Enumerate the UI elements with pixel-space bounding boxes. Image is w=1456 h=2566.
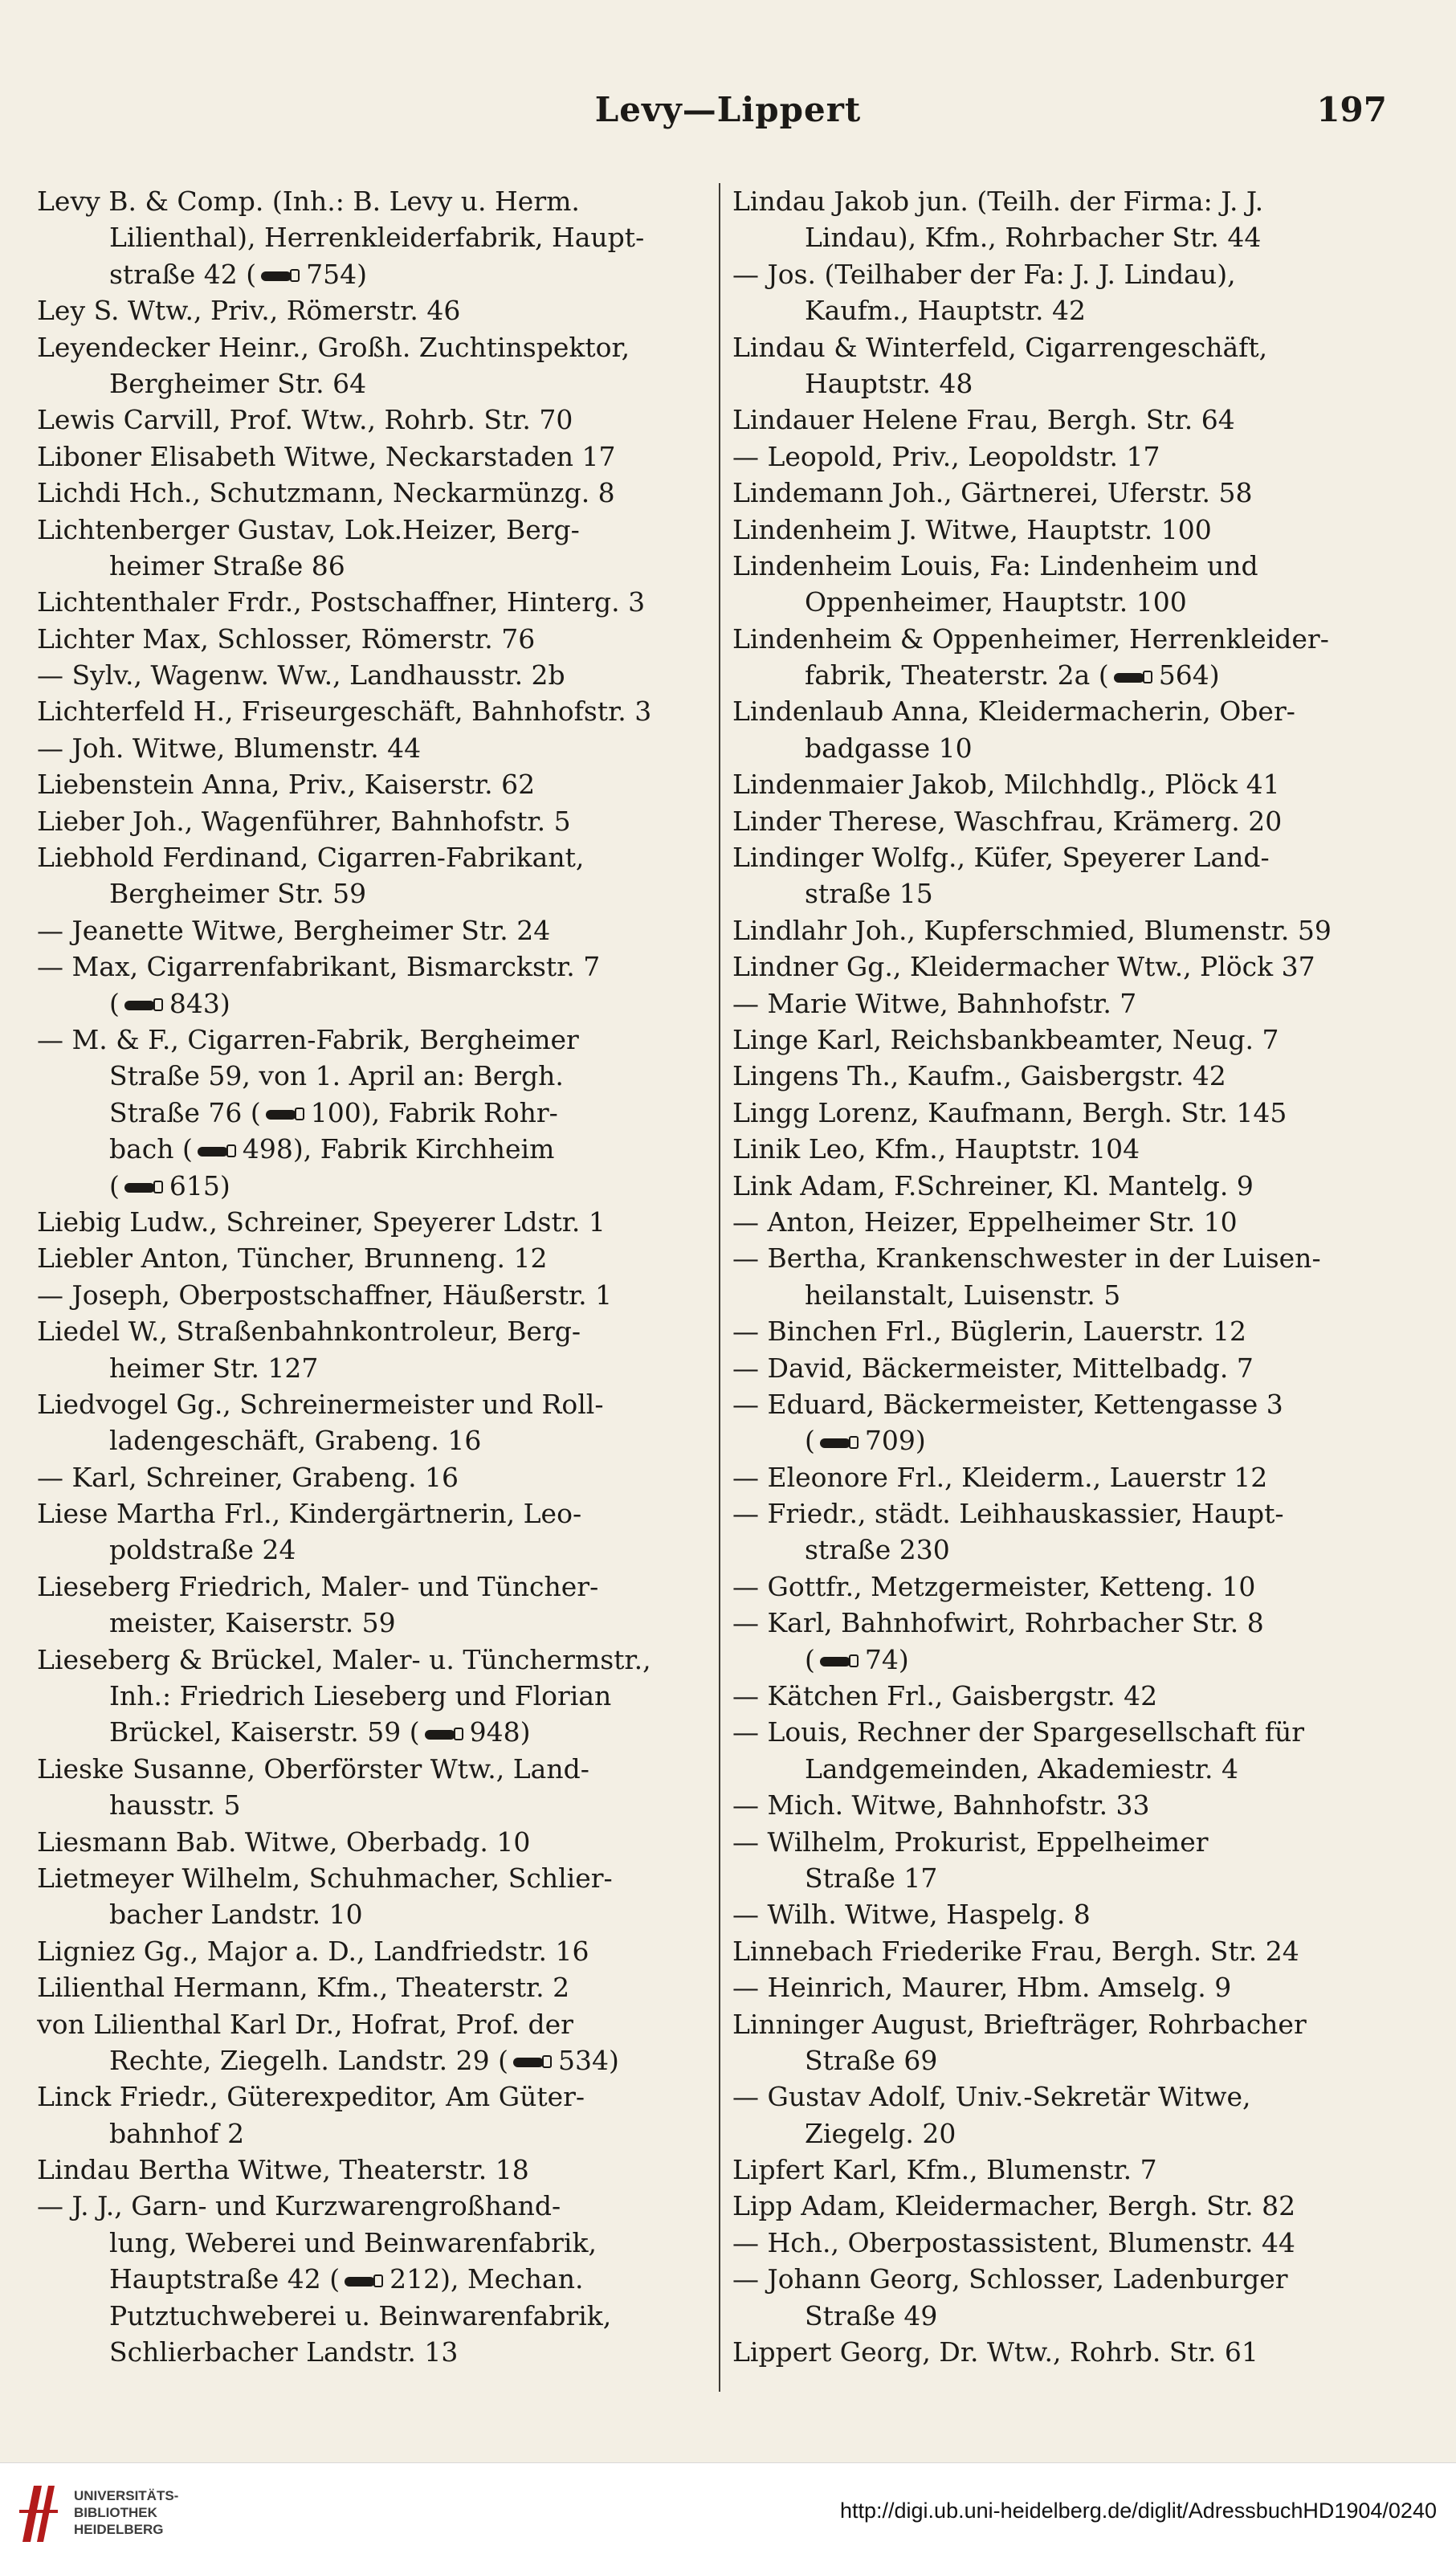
entry-text: — Binchen Frl., Büglerin, Lauerstr. 12 (732, 1316, 1246, 1348)
directory-line (37, 1860, 704, 1896)
entry-text: Straße 17 (805, 1862, 938, 1894)
entry-text: Liese Martha Frl., Kindergärtnerin, Leo- (37, 1498, 582, 1530)
telephone-number: 534) (557, 2044, 619, 2076)
directory-line (732, 1386, 1399, 1422)
directory-line (732, 256, 1399, 292)
directory-line (37, 402, 704, 438)
entry-text: — Joseph, Oberpostschaffner, Häußerstr. 1 (37, 1279, 613, 1311)
directory-line (732, 1751, 1399, 1787)
entry-text: straße 15 (805, 878, 933, 910)
directory-line (37, 2152, 704, 2188)
telephone-number: 498), Fabrik Kirchheim (242, 1133, 555, 1165)
directory-line (732, 2334, 1399, 2370)
directory-line (732, 365, 1399, 402)
directory-line (732, 475, 1399, 511)
directory-line (37, 1605, 704, 1641)
directory-line (732, 1495, 1399, 1532)
telephone-number: 564) (1158, 659, 1220, 691)
directory-line (37, 1678, 704, 1714)
entry-text: Hauptstraße 42 ( (109, 2263, 341, 2295)
directory-line (732, 1569, 1399, 1605)
entry-text: — Gustav Adolf, Univ.-Sekretär Witwe, (732, 2081, 1251, 2113)
entry-text: badgasse 10 (805, 732, 973, 764)
directory-line (37, 803, 704, 839)
directory-line (732, 766, 1399, 802)
directory-line (732, 1022, 1399, 1058)
entry-text: — Max, Cigarrenfabrikant, Bismarckstr. 7 (37, 951, 601, 983)
entry-text: Bergheimer Str. 59 (109, 878, 367, 910)
directory-line (37, 2079, 704, 2115)
entry-text: straße 42 ( (109, 258, 257, 290)
telephone-number: 754) (306, 258, 367, 290)
entry-text: fabrik, Theaterstr. 2a ( (805, 659, 1109, 691)
telephone-icon (1111, 671, 1154, 684)
entry-text: ( (805, 1643, 815, 1675)
library-logo-text: UNIVERSITÄTS- BIBLIOTHEK HEIDELBERG (74, 2488, 179, 2537)
directory-line (732, 1277, 1399, 1313)
entry-text: Lindauer Helene Frau, Bergh. Str. 64 (732, 404, 1235, 436)
directory-line (37, 1824, 704, 1860)
directory-line (732, 2298, 1399, 2334)
directory-line (37, 693, 704, 729)
entry-text: Lichtenberger Gustav, Lok.Heizer, Berg- (37, 513, 580, 545)
directory-line (37, 2334, 704, 2370)
directory-line (732, 1459, 1399, 1495)
entry-text: Leyendecker Heinr., Großh. Zuchtinspektor, (37, 331, 630, 363)
directory-line (732, 183, 1399, 219)
directory-line (732, 2261, 1399, 2297)
directory-line (732, 1896, 1399, 1932)
directory-line (37, 439, 704, 475)
entry-text: — M. & F., Cigarren-Fabrik, Bergheimer (37, 1023, 579, 1055)
entry-text: — Louis, Rechner der Spargesellschaft für (732, 1716, 1305, 1748)
directory-line (37, 219, 704, 255)
entry-text: Lindenlaub Anna, Kleidermacherin, Ober- (732, 696, 1295, 728)
entry-text: Lieseberg Friedrich, Maler- und Tüncher- (37, 1570, 599, 1602)
directory-line (37, 948, 704, 985)
directory-line (732, 2006, 1399, 2042)
directory-line (37, 2115, 704, 2152)
source-url[interactable]: http://digi.ub.uni-heidelberg.de/diglit/AdressbuchHD1904/0240 (839, 2499, 1437, 2523)
telephone-number: 74) (864, 1643, 909, 1675)
entry-text: — Friedr., städt. Leihhauskassier, Haupt- (732, 1498, 1284, 1530)
entry-text: — Eleonore Frl., Kleiderm., Lauerstr 12 (732, 1461, 1268, 1493)
entry-text: meister, Kaiserstr. 59 (109, 1607, 396, 1639)
telephone-number: 212), Mechan. (389, 2263, 584, 2295)
entry-text: Rechte, Ziegelh. Landstr. 29 ( (109, 2044, 508, 2076)
entry-text: — Leopold, Priv., Leopoldstr. 17 (732, 440, 1160, 472)
directory-line (37, 621, 704, 657)
directory-line (732, 1933, 1399, 1969)
entry-text: Liebler Anton, Tüncher, Brunneng. 12 (37, 1242, 548, 1275)
entry-text: Putztuchweberei u. Beinwarenfabrik, (109, 2299, 612, 2331)
entry-text: ladengeschäft, Grabeng. 16 (109, 1425, 482, 1457)
entry-text: Straße 49 (805, 2299, 938, 2331)
entry-text: Schlierbacher Landstr. 13 (109, 2336, 459, 2368)
entry-text: heilanstalt, Luisenstr. 5 (805, 1279, 1121, 1311)
directory-line (37, 292, 704, 328)
directory-line (37, 1022, 704, 1058)
directory-line (37, 1204, 704, 1240)
directory-line (732, 329, 1399, 365)
entry-text: Lindenheim J. Witwe, Hauptstr. 100 (732, 513, 1212, 545)
directory-line (37, 912, 704, 948)
directory-line (732, 1058, 1399, 1094)
page-header (0, 90, 1456, 138)
entry-text: Levy B. & Comp. (Inh.: B. Levy u. Herm. (37, 186, 580, 217)
directory-line (732, 2225, 1399, 2261)
directory-line (732, 402, 1399, 438)
directory-line (37, 2042, 704, 2079)
entry-text: Inh.: Friedrich Lieseberg und Florian (109, 1680, 612, 1712)
directory-line (732, 1240, 1399, 1276)
directory-line (732, 1168, 1399, 1204)
directory-line (37, 1714, 704, 1750)
entry-text: Lietmeyer Wilhelm, Schuhmacher, Schlier- (37, 1862, 613, 1894)
entry-text: ( (109, 1169, 120, 1201)
entry-text: — J. J., Garn- und Kurzwarengroßhand- (37, 2190, 561, 2222)
library-logo-icon (18, 2479, 59, 2547)
directory-line (732, 1969, 1399, 2005)
entry-text: — Karl, Bahnhofwirt, Rohrbacher Str. 8 (732, 1607, 1264, 1639)
entry-text: Lippert Georg, Dr. Wtw., Rohrb. Str. 61 (732, 2336, 1258, 2368)
directory-line (732, 2042, 1399, 2079)
directory-line (732, 548, 1399, 584)
directory-line (732, 219, 1399, 255)
directory-line (37, 2298, 704, 2334)
entry-text: Linik Leo, Kfm., Hauptstr. 104 (732, 1133, 1140, 1165)
directory-line (732, 1313, 1399, 1349)
entry-text: bahnhof 2 (109, 2117, 245, 2149)
entry-text: bach ( (109, 1133, 193, 1165)
directory-line (37, 1787, 704, 1823)
directory-line (37, 839, 704, 875)
entry-text: Liboner Elisabeth Witwe, Neckarstaden 17 (37, 440, 616, 472)
entry-text: — Sylv., Wagenw. Ww., Landhausstr. 2b (37, 659, 565, 691)
directory-line (732, 1678, 1399, 1714)
entry-text: Linge Karl, Reichsbankbeamter, Neug. 7 (732, 1023, 1279, 1055)
entry-text: Ley S. Wtw., Priv., Römerstr. 46 (37, 295, 461, 327)
directory-line (732, 1204, 1399, 1240)
entry-text: lung, Weberei und Beinwarenfabrik, (109, 2226, 597, 2258)
telephone-icon (121, 998, 165, 1012)
entry-text: — Jos. (Teilhaber der Fa: J. J. Lindau), (732, 258, 1236, 290)
entry-text: — Jeanette Witwe, Bergheimer Str. 24 (37, 914, 551, 946)
entry-text: Hauptstr. 48 (805, 367, 973, 399)
directory-line (37, 365, 704, 402)
directory-line (732, 1824, 1399, 1860)
left-column (37, 183, 704, 2370)
entry-text: Lilienthal Hermann, Kfm., Theaterstr. 2 (37, 1972, 570, 2004)
directory-line (37, 1495, 704, 1532)
entry-text: Linninger August, Briefträger, Rohrbacher (732, 2008, 1307, 2040)
directory-line (732, 730, 1399, 766)
directory-line (37, 1313, 704, 1349)
entry-text: — Karl, Schreiner, Grabeng. 16 (37, 1461, 459, 1493)
telephone-number: 843) (169, 987, 230, 1019)
entry-text: Lichdi Hch., Schutzmann, Neckarmünzg. 8 (37, 477, 615, 509)
entry-text: Lindinger Wolfg., Küfer, Speyerer Land- (732, 842, 1270, 874)
entry-text: — Kätchen Frl., Gaisbergstr. 42 (732, 1680, 1158, 1712)
directory-line (732, 292, 1399, 328)
entry-text: heimer Str. 127 (109, 1352, 319, 1384)
directory-line (732, 839, 1399, 875)
entry-text: Kaufm., Hauptstr. 42 (805, 295, 1086, 327)
entry-text: ( (109, 987, 120, 1019)
entry-text: Lewis Carvill, Prof. Wtw., Rohrb. Str. 70 (37, 404, 573, 436)
entry-text: Lindau), Kfm., Rohrbacher Str. 44 (805, 222, 1262, 254)
entry-text: ( (805, 1425, 815, 1457)
entry-text: — Eduard, Bäckermeister, Kettengasse 3 (732, 1388, 1283, 1420)
entry-text: Lingg Lorenz, Kaufmann, Bergh. Str. 145 (732, 1096, 1287, 1128)
directory-line (732, 2152, 1399, 2188)
directory-line (37, 329, 704, 365)
directory-line (37, 183, 704, 219)
directory-line (37, 1350, 704, 1386)
telephone-number: 948) (469, 1716, 531, 1748)
entry-text: von Lilienthal Karl Dr., Hofrat, Prof. der (37, 2008, 573, 2040)
directory-line (37, 1131, 704, 1167)
telephone-number: 615) (169, 1169, 230, 1201)
directory-line (732, 803, 1399, 839)
telephone-icon (263, 1108, 306, 1121)
entry-text: Lindlahr Joh., Kupferschmied, Blumenstr. 59 (732, 914, 1332, 946)
directory-line (37, 548, 704, 584)
telephone-icon (194, 1144, 238, 1158)
directory-line (37, 584, 704, 620)
directory-line (37, 1642, 704, 1678)
right-column (732, 183, 1399, 2370)
entry-text: Straße 69 (805, 2044, 938, 2076)
entry-text: Ziegelg. 20 (805, 2117, 956, 2149)
directory-line (37, 657, 704, 693)
entry-text: Lichtenthaler Frdr., Postschaffner, Hinterg. 3 (37, 586, 646, 618)
running-title: Levy—Lippert (594, 90, 862, 129)
entry-text: Liedvogel Gg., Schreinermeister und Roll- (37, 1388, 604, 1420)
entry-text: Lindenheim & Oppenheimer, Herrenkleider- (732, 622, 1329, 655)
entry-text: — Marie Witwe, Bahnhofstr. 7 (732, 987, 1137, 1019)
directory-line (37, 2225, 704, 2261)
entry-text: — Joh. Witwe, Blumenstr. 44 (37, 732, 422, 764)
entry-text: Lindner Gg., Kleidermacher Wtw., Plöck 37 (732, 951, 1315, 983)
entry-text: Lindemann Joh., Gärtnerei, Uferstr. 58 (732, 477, 1253, 509)
directory-line (732, 1642, 1399, 1678)
directory-line (37, 1569, 704, 1605)
entry-text: Landgemeinden, Akademiestr. 4 (805, 1752, 1238, 1785)
directory-line (37, 256, 704, 292)
telephone-icon (258, 269, 301, 283)
directory-line (37, 2188, 704, 2224)
directory-line (732, 439, 1399, 475)
entry-text: Bergheimer Str. 64 (109, 367, 367, 399)
entry-text: — Wilhelm, Prokurist, Eppelheimer (732, 1826, 1209, 1858)
entry-text: Linnebach Friederike Frau, Bergh. Str. 24 (732, 1935, 1299, 1967)
entry-text: bacher Landstr. 10 (109, 1899, 363, 1931)
entry-text: Oppenheimer, Hauptstr. 100 (805, 586, 1187, 618)
telephone-icon (341, 2274, 385, 2288)
entry-text: Liebig Ludw., Schreiner, Speyerer Ldstr. 1 (37, 1205, 606, 1238)
entry-text: Brückel, Kaiserstr. 59 ( (109, 1716, 420, 1748)
directory-line (732, 1605, 1399, 1641)
directory-line (732, 912, 1399, 948)
entry-text: Ligniez Gg., Major a. D., Landfriedstr. 16 (37, 1935, 589, 1967)
directory-line (732, 1714, 1399, 1750)
directory-line (37, 2006, 704, 2042)
entry-text: Lindau Jakob jun. (Teilh. der Firma: J. J. (732, 186, 1264, 217)
telephone-icon (817, 1436, 860, 1450)
entry-text: Linder Therese, Waschfrau, Krämerg. 20 (732, 805, 1283, 837)
directory-line (37, 475, 704, 511)
entry-text: Link Adam, F.Schreiner, Kl. Mantelg. 9 (732, 1169, 1254, 1201)
directory-line (732, 985, 1399, 1022)
directory-line (37, 1933, 704, 1969)
entry-text: Lindau Bertha Witwe, Theaterstr. 18 (37, 2154, 529, 2186)
entry-text: Lilienthal), Herrenkleiderfabrik, Haupt- (109, 222, 645, 254)
entry-text: — Wilh. Witwe, Haspelg. 8 (732, 1899, 1091, 1931)
page-number: 197 (1316, 90, 1387, 129)
entry-text: Lieske Susanne, Oberförster Wtw., Land- (37, 1752, 589, 1785)
directory-line (732, 1350, 1399, 1386)
entry-text: — Bertha, Krankenschwester in der Luisen- (732, 1242, 1321, 1275)
directory-line (732, 875, 1399, 912)
directory-line (732, 1422, 1399, 1458)
directory-line (37, 1532, 704, 1568)
directory-line (732, 948, 1399, 985)
directory-line (37, 766, 704, 802)
telephone-icon (422, 1728, 465, 1741)
directory-line (37, 1751, 704, 1787)
directory-line (732, 621, 1399, 657)
directory-line (732, 1860, 1399, 1896)
directory-line (732, 693, 1399, 729)
entry-text: Lingens Th., Kaufm., Gaisbergstr. 42 (732, 1060, 1226, 1092)
entry-text: Straße 59, von 1. April an: Bergh. (109, 1060, 564, 1092)
directory-line (732, 512, 1399, 548)
directory-line (732, 1532, 1399, 1568)
entry-text: Lichter Max, Schlosser, Römerstr. 76 (37, 622, 536, 655)
directory-line (732, 657, 1399, 693)
telephone-icon (510, 2055, 553, 2069)
directory-line (37, 1969, 704, 2005)
directory-line (37, 1240, 704, 1276)
directory-line (732, 1095, 1399, 1131)
entry-text: Lindenmaier Jakob, Milchhdlg., Plöck 41 (732, 769, 1280, 801)
directory-line (37, 1058, 704, 1094)
entry-text: Liebenstein Anna, Priv., Kaiserstr. 62 (37, 769, 536, 801)
directory-line (732, 2079, 1399, 2115)
telephone-icon (121, 1181, 165, 1194)
directory-line (732, 2188, 1399, 2224)
directory-line (37, 985, 704, 1022)
entry-text: Lindau & Winterfeld, Cigarrengeschäft, (732, 331, 1268, 363)
entry-text: heimer Straße 86 (109, 549, 345, 581)
telephone-icon (817, 1654, 860, 1668)
directory-line (732, 2115, 1399, 2152)
column-divider (719, 183, 720, 2392)
viewer-footer (0, 2462, 1456, 2566)
directory-line (37, 730, 704, 766)
directory-line (37, 1386, 704, 1422)
entry-text: Lipp Adam, Kleidermacher, Bergh. Str. 82 (732, 2190, 1296, 2222)
directory-line (37, 512, 704, 548)
directory-line (37, 875, 704, 912)
directory-line (37, 1422, 704, 1458)
directory-line (732, 1131, 1399, 1167)
entry-text: — Mich. Witwe, Bahnhofstr. 33 (732, 1789, 1150, 1821)
telephone-number: 100), Fabrik Rohr- (310, 1096, 558, 1128)
entry-text: poldstraße 24 (109, 1534, 296, 1566)
telephone-number: 709) (864, 1425, 926, 1457)
entry-text: straße 230 (805, 1534, 950, 1566)
entry-text: Liebhold Ferdinand, Cigarren-Fabrikant, (37, 842, 585, 874)
entry-text: Liesmann Bab. Witwe, Oberbadg. 10 (37, 1826, 531, 1858)
entry-text: — Anton, Heizer, Eppelheimer Str. 10 (732, 1205, 1238, 1238)
directory-line (37, 1459, 704, 1495)
directory-line (37, 1277, 704, 1313)
entry-text: Lichterfeld H., Friseurgeschäft, Bahnhofstr. 3 (37, 696, 652, 728)
directory-line (732, 584, 1399, 620)
directory-line (732, 1787, 1399, 1823)
entry-text: Straße 76 ( (109, 1096, 261, 1128)
directory-line (37, 1168, 704, 1204)
entry-text: Lieseberg & Brückel, Maler- u. Tünchermstr., (37, 1643, 651, 1675)
entry-text: — Johann Georg, Schlosser, Ladenburger (732, 2263, 1288, 2295)
entry-text: — Hch., Oberpostassistent, Blumenstr. 44 (732, 2226, 1295, 2258)
entry-text: Lieber Joh., Wagenführer, Bahnhofstr. 5 (37, 805, 571, 837)
entry-text: — David, Bäckermeister, Mittelbadg. 7 (732, 1352, 1254, 1384)
entry-text: — Gottfr., Metzgermeister, Ketteng. 10 (732, 1570, 1256, 1602)
entry-text: Liedel W., Straßenbahnkontroleur, Berg- (37, 1316, 581, 1348)
directory-line (37, 1095, 704, 1131)
entry-text: hausstr. 5 (109, 1789, 241, 1821)
entry-text: — Heinrich, Maurer, Hbm. Amselg. 9 (732, 1972, 1232, 2004)
entry-text: Linck Friedr., Güterexpeditor, Am Güter- (37, 2081, 585, 2113)
entry-text: Lindenheim Louis, Fa: Lindenheim und (732, 549, 1258, 581)
entry-text: Lipfert Karl, Kfm., Blumenstr. 7 (732, 2154, 1157, 2186)
directory-line (37, 2261, 704, 2297)
directory-line (37, 1896, 704, 1932)
